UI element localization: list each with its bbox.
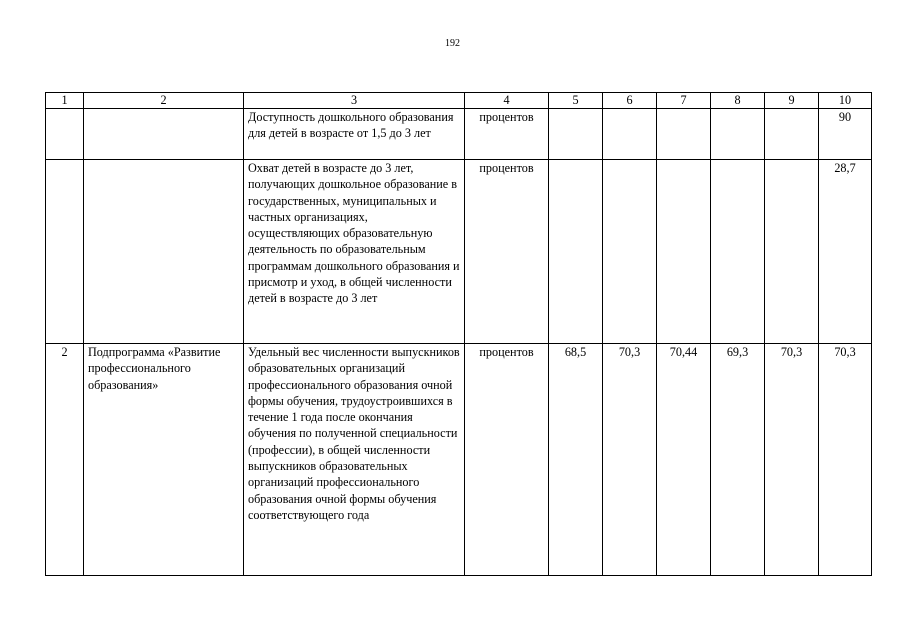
value-cell — [657, 160, 711, 344]
program-cell: Подпрограмма «Развитие профессионального образования» — [84, 344, 244, 576]
column-number-1: 1 — [46, 93, 84, 109]
column-number-3: 3 — [244, 93, 465, 109]
unit-cell: процентов — [465, 344, 549, 576]
value-cell: 69,3 — [711, 344, 765, 576]
table-header-row — [46, 93, 872, 109]
value-cell: 90 — [819, 109, 872, 160]
unit-cell: процентов — [465, 109, 549, 160]
column-number-8: 8 — [711, 93, 765, 109]
column-number-2: 2 — [84, 93, 244, 109]
value-cell: 68,5 — [549, 344, 603, 576]
value-cell — [603, 160, 657, 344]
indicators-table — [45, 92, 872, 576]
value-cell: 28,7 — [819, 160, 872, 344]
row-number-cell: 2 — [46, 344, 84, 576]
unit-cell: процентов — [465, 160, 549, 344]
page-number: 192 — [445, 38, 460, 49]
value-cell: 70,3 — [765, 344, 819, 576]
value-cell — [657, 109, 711, 160]
table-row — [46, 160, 872, 344]
value-cell: 70,3 — [603, 344, 657, 576]
value-cell — [765, 160, 819, 344]
value-cell — [711, 109, 765, 160]
column-number-4: 4 — [465, 93, 549, 109]
value-cell — [603, 109, 657, 160]
column-number-5: 5 — [549, 93, 603, 109]
value-cell — [549, 109, 603, 160]
row-number-cell — [46, 160, 84, 344]
row-number-cell — [46, 109, 84, 160]
table-row — [46, 344, 872, 576]
column-number-9: 9 — [765, 93, 819, 109]
table-row — [46, 109, 872, 160]
value-cell — [765, 109, 819, 160]
program-cell — [84, 109, 244, 160]
value-cell: 70,44 — [657, 344, 711, 576]
indicator-cell: Охват детей в возрасте до 3 лет, получающих дошкольное образование в государственных, муниципальных и частных организациях, осуществляющих образовательную деятельность по образовательным программам дошкольного образования и присмотр и уход, в общей численности детей в возрасте до 3 лет — [244, 160, 465, 344]
program-cell — [84, 160, 244, 344]
value-cell: 70,3 — [819, 344, 872, 576]
column-number-6: 6 — [603, 93, 657, 109]
value-cell — [711, 160, 765, 344]
value-cell — [549, 160, 603, 344]
indicator-cell: Доступность дошкольного образования для детей в возрасте от 1,5 до 3 лет — [244, 109, 465, 160]
column-number-10: 10 — [819, 93, 872, 109]
column-number-7: 7 — [657, 93, 711, 109]
indicator-cell: Удельный вес численности выпускников образовательных организаций профессионального образования очной формы обучения, трудоустроившихся в течение 1 года после окончания обучения по полученной специальности (профессии), в общей численности выпускников образовательных организаций профессионального образования очной формы обучения соответствующего года — [244, 344, 465, 576]
